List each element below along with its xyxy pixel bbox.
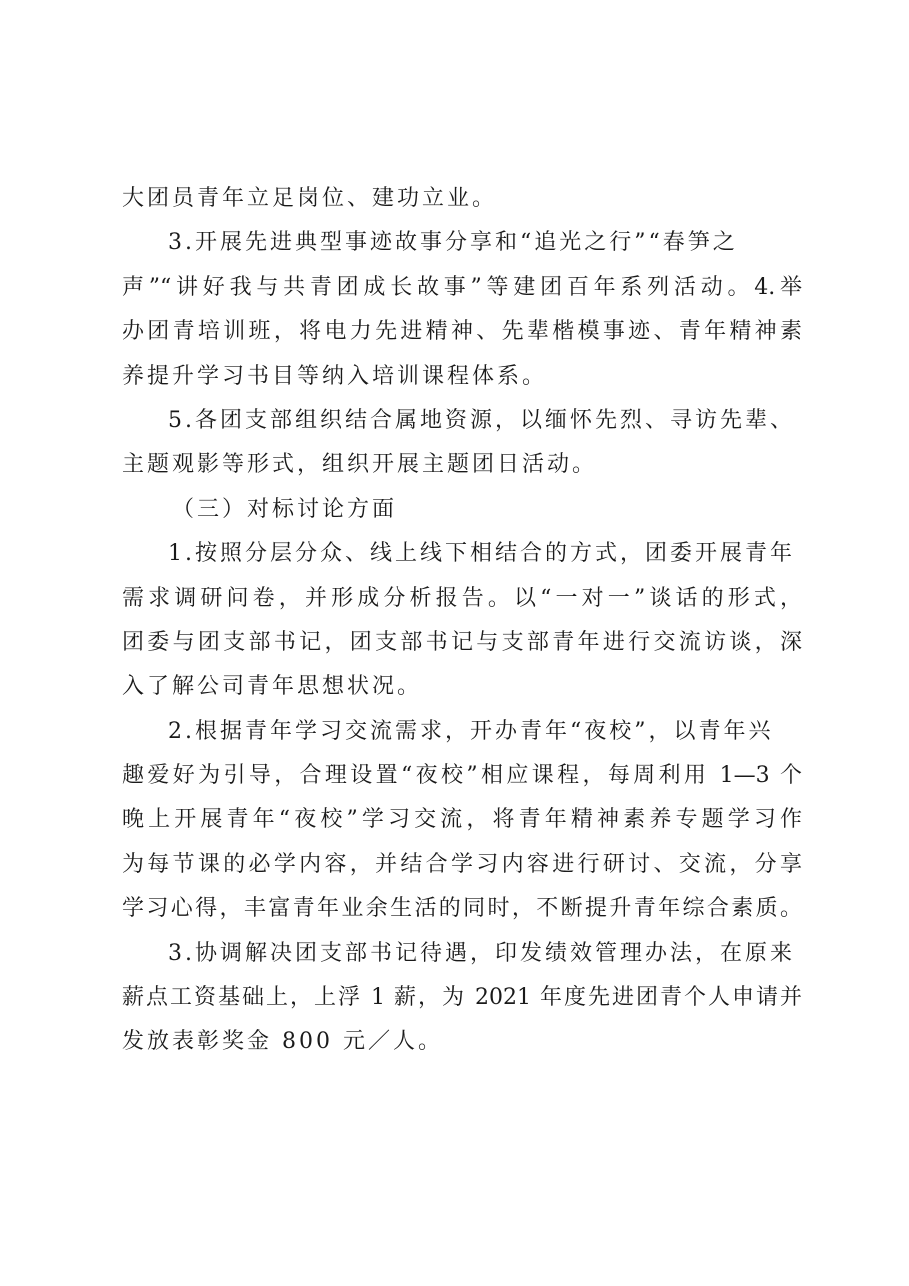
paragraph-text: 需求调研问卷，并形成分析报告。以“一对一”谈话的形式， — [122, 585, 802, 611]
paragraph-text: 声”“讲好我与共青团成长故事”等建团百年系列活动。4.举 — [122, 274, 802, 300]
paragraph-line: 发放表彰奖金 800 元／人。 — [122, 1029, 443, 1055]
paragraph-text: 晚上开展青年“夜校”学习交流，将青年精神素养专题学习作 — [122, 807, 802, 833]
paragraph-line: 3.协调解决团支部书记待遇，印发绩效管理办法，在原来 — [168, 940, 795, 966]
paragraph-line: 3.开展先进典型事迹故事分享和“追光之行”“春笋之 — [168, 230, 738, 256]
paragraph-line — [122, 621, 802, 665]
paragraph-text: 趣爱好为引导，合理设置“夜校”相应课程，每周利用 1—3 个 — [122, 763, 802, 789]
paragraph-line — [122, 266, 802, 310]
paragraph-text: 学习心得，丰富青年业余生活的同时，不断提升青年综合素质。 — [122, 896, 802, 922]
paragraph-line: 1.按照分层分众、线上线下相结合的方式，团委开展青年 — [168, 541, 795, 567]
paragraph-line: 主题观影等形式，组织开展主题团日活动。 — [122, 452, 598, 478]
paragraph-line — [122, 887, 802, 931]
paragraph-line: 养提升学习书目等纳入培训课程体系。 — [122, 363, 548, 389]
paragraph-line — [122, 310, 802, 354]
paragraph-line: 大团员青年立足岗位、建功立业。 — [122, 186, 498, 211]
paragraph-line — [122, 577, 802, 621]
paragraph-line — [122, 843, 802, 887]
paragraph-text: 团委与团支部书记，团支部书记与支部青年进行交流访谈，深 — [122, 629, 802, 655]
paragraph-text: 薪点工资基础上，上浮 1 薪，为 2021 年度先进团青个人申请并 — [122, 985, 802, 1011]
paragraph-line: 2.根据青年学习交流需求，开办青年“夜校”，以青年兴 — [168, 718, 774, 744]
paragraph-text: 办团青培训班，将电力先进精神、先辈楷模事迹、青年精神素 — [122, 319, 802, 345]
document-body — [122, 177, 802, 1065]
paragraph-text: 为每节课的必学内容，并结合学习内容进行研讨、交流，分享 — [122, 851, 802, 877]
paragraph-line: 5.各团支部组织结合属地资源，以缅怀先烈、寻访先辈、 — [168, 407, 795, 433]
section-heading: （三）对标讨论方面 — [172, 496, 398, 522]
paragraph-line: 入了解公司青年思想状况。 — [122, 674, 423, 700]
paragraph-line — [122, 976, 802, 1020]
paragraph-line — [122, 798, 802, 842]
paragraph-line — [122, 754, 802, 798]
